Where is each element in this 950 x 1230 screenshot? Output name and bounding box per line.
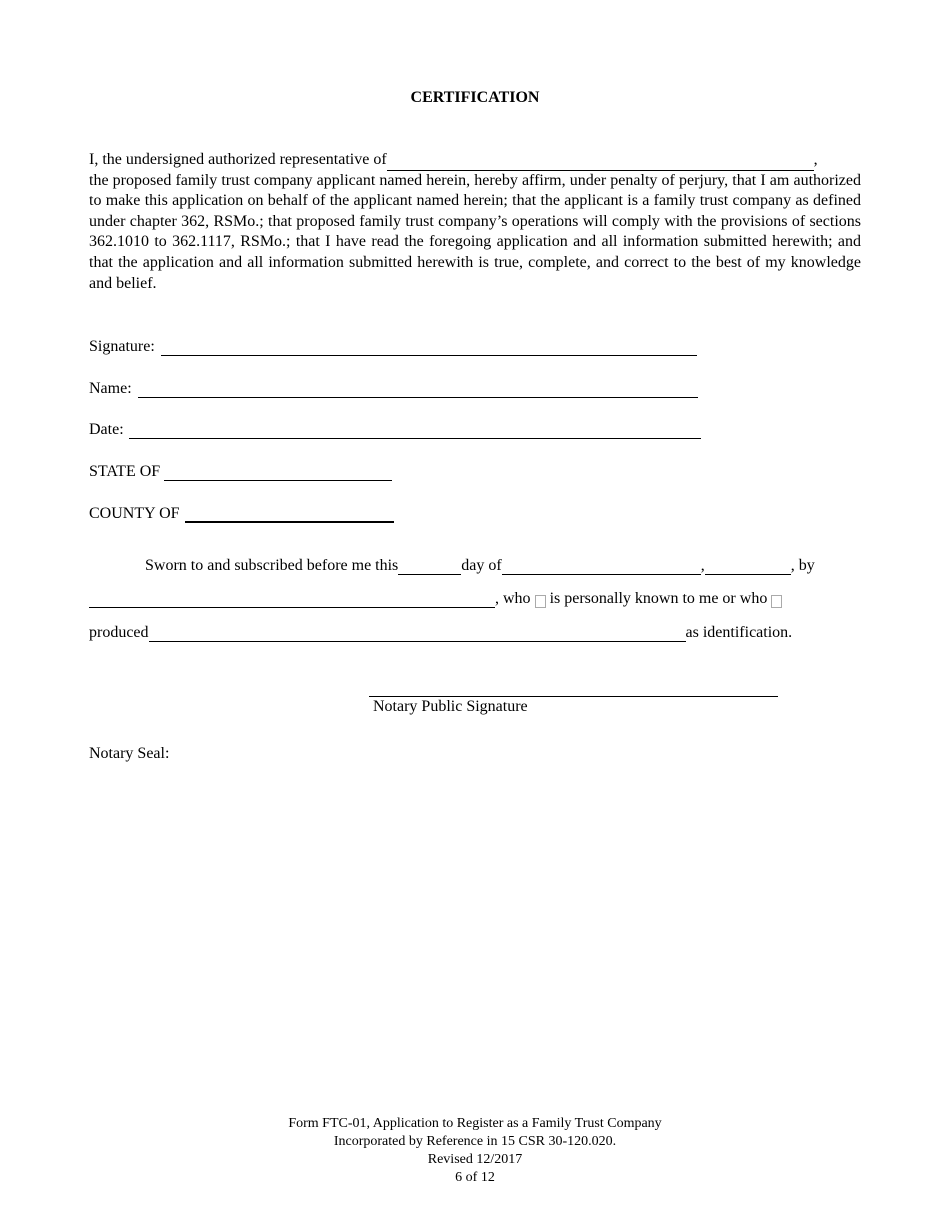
name-row xyxy=(89,380,698,398)
representative-comma: , xyxy=(813,151,818,168)
signature-field[interactable] xyxy=(161,341,697,356)
representative-name-field[interactable] xyxy=(387,155,814,171)
notary-signature-field[interactable] xyxy=(369,696,778,697)
produced-label: produced xyxy=(89,624,149,641)
certification-body: the proposed family trust company applicant named herein, hereby affirm, under penalty of perjury, that I am authorized to make this application on behalf of the applicant named herein; that the applicant is a family trust company as defined under chapter 362, RSMo.; that proposed family trust company’s operations will comply with the provisions of sections 362.1010 to 362.1117, RSMo.; that I have read the foregoing application and all information submitted herewith; and that the application and all information submitted herewith is true, complete, and correct to the best of my knowledge and belief. xyxy=(89,171,861,292)
footer-form-title: Form FTC-01, Application to Register as a Family Trust Company xyxy=(288,1116,662,1131)
sworn-row xyxy=(145,557,815,575)
who-text: , who xyxy=(495,590,531,607)
county-field[interactable] xyxy=(185,507,394,523)
name-label: Name: xyxy=(89,380,132,397)
sworn-day-of: day of xyxy=(461,557,502,574)
personally-known-checkbox[interactable] xyxy=(535,595,546,608)
date-field[interactable] xyxy=(129,424,701,439)
representative-lead: I, the undersigned authorized representative of xyxy=(89,151,387,168)
personally-known-text: is personally known to me or who xyxy=(549,590,768,607)
state-field[interactable] xyxy=(164,466,392,481)
footer-revised: Revised 12/2017 xyxy=(427,1152,523,1167)
sworn-year-field[interactable] xyxy=(705,560,791,575)
sworn-by: , by xyxy=(790,557,815,574)
footer-reference: Incorporated by Reference in 15 CSR 30-120.020. xyxy=(333,1134,617,1149)
county-label: COUNTY OF xyxy=(89,505,180,522)
produced-row xyxy=(89,624,792,642)
affiant-name-field[interactable] xyxy=(89,593,495,608)
signature-row xyxy=(89,338,697,356)
sworn-intro: Sworn to and subscribed before me this xyxy=(145,557,399,574)
as-identification-label: as identification. xyxy=(685,624,793,641)
state-row xyxy=(89,463,392,481)
name-field[interactable] xyxy=(138,383,698,398)
date-row xyxy=(89,421,701,439)
page-footer xyxy=(0,1115,950,1187)
produced-id-checkbox[interactable] xyxy=(771,595,782,608)
notary-seal-label: Notary Seal: xyxy=(89,745,170,762)
footer-page-number: 6 of 12 xyxy=(455,1170,495,1185)
signature-label: Signature: xyxy=(89,338,155,355)
certification-paragraph xyxy=(89,150,861,294)
page-title: CERTIFICATION xyxy=(410,89,540,106)
notary-signature-label: Notary Public Signature xyxy=(373,698,528,715)
sworn-comma: , xyxy=(700,557,705,574)
county-row xyxy=(89,505,394,523)
representative-line xyxy=(89,150,861,171)
date-label: Date: xyxy=(89,421,124,438)
sworn-day-field[interactable] xyxy=(398,560,461,575)
who-row xyxy=(89,590,786,608)
state-label: STATE OF xyxy=(89,463,161,480)
identification-field[interactable] xyxy=(149,627,686,642)
sworn-month-field[interactable] xyxy=(502,560,701,575)
